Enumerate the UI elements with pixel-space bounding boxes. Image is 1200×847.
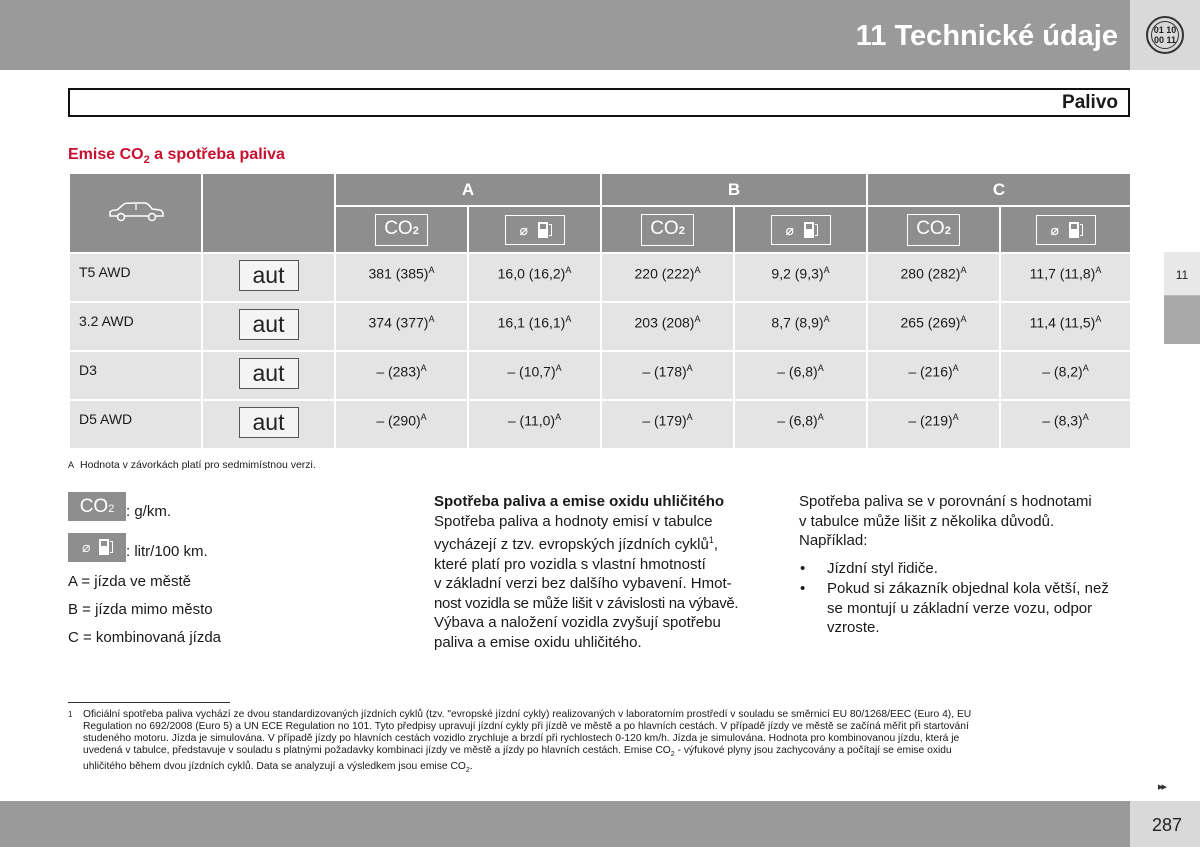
automatic-transmission-label: aut bbox=[239, 309, 299, 340]
automatic-transmission-label: aut bbox=[239, 260, 299, 291]
page-number: 287 bbox=[1151, 815, 1182, 835]
value-cell: – $(179)^A$ bbox=[601, 400, 734, 449]
co2-header-b bbox=[601, 206, 734, 253]
value-cell: 16,1 $(16,1)^A$ bbox=[468, 302, 601, 351]
footnote-divider bbox=[68, 702, 230, 703]
car-icon bbox=[107, 200, 165, 222]
value-cell: – $(290)^A$ bbox=[335, 400, 468, 449]
section-title: Palivo bbox=[1062, 92, 1118, 113]
fuel-pump-icon: ⌀ bbox=[505, 215, 565, 245]
list-item: • Jízdní styl řidiče. bbox=[799, 559, 1139, 579]
emissions-table bbox=[68, 172, 1132, 450]
value-cell: – $(283)^A$ bbox=[335, 351, 468, 400]
paragraph-line: které platí pro vozidla s vlastní hmotností bbox=[434, 555, 706, 573]
value-cell: 16,0 $(16,2)^A$ bbox=[468, 253, 601, 302]
model-name: 3.2 AWD bbox=[69, 302, 202, 351]
model-name: D5 AWD bbox=[69, 400, 202, 449]
paragraph-line: Spotřeba paliva a hodnoty emisí v tabulce bbox=[434, 512, 713, 530]
value-cell: – $(219)^A$ bbox=[867, 400, 1000, 449]
badge-code-1: 01 10 bbox=[1153, 25, 1177, 35]
badge-code-2: 00 11 bbox=[1153, 35, 1177, 45]
value-cell: 9,2 $(9,3)^A$ bbox=[734, 253, 867, 302]
transmission-cell bbox=[202, 302, 335, 351]
column-2-text bbox=[434, 492, 784, 652]
footnote: 1 Oficiální spotřeba paliva vychází ze dvou standardizovaných jízdních cyklů (tzv. "evropské jízdní cykly) realizovaných v laboratorním prostředí v souladu se směrnicí EU 80/1268/EEC (Euro 4), EU Regulation no 692/2008 (Euro 5) a UN ECE Regulation no 101. Tyto předpisy upravují jízdní cykly při jízdě ve městě a po hlavních cestách. V případě jízdy ve městě se začíná měřit při startování studeného motoru. Jízda je simulována. V případě jízdy po hlavních cestách vozidlo zrychluje a brzdí při rychlostech 0-120 km/h. Jízda je simulována. Hodnota pro kombinovanou jízdu, která je uvedená v tabulce, představuje v souladu s platnými požadavky kombinaci jízdy ve městě a jízdy po hlavních cestách. Emise $CO_2$ - výfukové plyny jsou zachycovány a počítají se emise oxidu uhličitého během dvou jízdních cyklů. Data se analyzují a výsledkem jsou emise $CO_2$. bbox=[68, 709, 972, 775]
fuel-legend-icon: ⌀ bbox=[68, 533, 126, 562]
transmission-cell bbox=[202, 400, 335, 449]
footer-bar bbox=[0, 801, 1130, 847]
value-cell: – $(216)^A$ bbox=[867, 351, 1000, 400]
paragraph-line: paliva a emise oxidu uhličitého. bbox=[434, 633, 642, 651]
fuel-header-c bbox=[1000, 206, 1131, 253]
table-row bbox=[69, 253, 1131, 302]
paragraph-line: Spotřeba paliva se v porovnání s hodnotami bbox=[799, 493, 1092, 510]
column-2-heading: Spotřeba paliva a emise oxidu uhličitého bbox=[434, 493, 725, 510]
fuel-unit-text: : litr/100 km. bbox=[126, 543, 208, 560]
value-cell: 381 $(385)^A$ bbox=[335, 253, 468, 302]
automatic-transmission-label: aut bbox=[239, 358, 299, 389]
value-cell: – $(6,8)^A$ bbox=[734, 400, 867, 449]
group-c-header: C bbox=[867, 173, 1131, 206]
table-footnote: A Hodnota v závorkách platí pro sedmimístnou verzi. bbox=[68, 459, 316, 471]
table-row bbox=[69, 351, 1131, 400]
fuel-header-b bbox=[734, 206, 867, 253]
side-tab-number: 11 bbox=[1175, 268, 1189, 282]
co2-icon: CO2 bbox=[375, 214, 428, 246]
group-b-header: B bbox=[601, 173, 867, 206]
value-cell: 265 $(269)^A$ bbox=[867, 302, 1000, 351]
model-name: T5 AWD bbox=[69, 253, 202, 302]
paragraph-line: nost vozidla se může lišit v závislosti na výbavě. bbox=[434, 594, 739, 612]
value-cell: – $(178)^A$ bbox=[601, 351, 734, 400]
co2-icon: CO2 bbox=[641, 214, 694, 246]
value-cell: 280 $(282)^A$ bbox=[867, 253, 1000, 302]
table-row bbox=[69, 302, 1131, 351]
group-a-header: A bbox=[335, 173, 601, 206]
value-cell: – $(8,2)^A$ bbox=[1000, 351, 1131, 400]
chapter-title: 11 Technické údaje bbox=[855, 20, 1118, 52]
value-cell: – $(8,3)^A$ bbox=[1000, 400, 1131, 449]
paragraph-line: Například: bbox=[799, 532, 868, 549]
value-cell: 220 $(222)^A$ bbox=[601, 253, 734, 302]
section-header bbox=[68, 88, 1130, 117]
paragraph-line: v základní verzi bez dalšího vybavení. Hmot- bbox=[434, 575, 732, 592]
transmission-header-cell bbox=[202, 173, 335, 253]
transmission-cell bbox=[202, 253, 335, 302]
list-item: • Pokud si zákazník objednal kola větší, než se montují u základní verze vozu, odpor vzroste. bbox=[799, 579, 1139, 638]
co2-icon: CO2 bbox=[907, 214, 960, 246]
value-cell: 203 $(208)^A$ bbox=[601, 302, 734, 351]
paragraph-line: vycházejí z tzv. evropských jízdních cyklů$^1$, bbox=[434, 535, 719, 553]
value-cell: – $(11,0)^A$ bbox=[468, 400, 601, 449]
badge-circle-icon bbox=[1146, 16, 1184, 54]
fuel-pump-icon: ⌀ bbox=[1036, 215, 1096, 245]
legend-c: C = kombinovaná jízda bbox=[68, 629, 222, 646]
co2-header-a bbox=[335, 206, 468, 253]
chapter-side-tab bbox=[1164, 252, 1200, 344]
legend-a: A = jízda ve městě bbox=[68, 573, 191, 590]
table-heading: Emise $CO_2$ a spotřeba paliva bbox=[68, 146, 285, 167]
continue-arrows-icon: ▸▸ bbox=[1158, 781, 1166, 793]
value-cell: 11,4 $(11,5)^A$ bbox=[1000, 302, 1131, 351]
fuel-header-a bbox=[468, 206, 601, 253]
automatic-transmission-label: aut bbox=[239, 407, 299, 438]
value-cell: 8,7 $(8,9)^A$ bbox=[734, 302, 867, 351]
transmission-cell bbox=[202, 351, 335, 400]
fuel-pump-icon: ⌀ bbox=[771, 215, 831, 245]
page-number-box bbox=[1130, 801, 1200, 847]
co2-legend-icon: CO2 bbox=[68, 492, 126, 521]
model-name: D3 bbox=[69, 351, 202, 400]
legend-b: B = jízda mimo město bbox=[68, 601, 213, 618]
value-cell: – $(10,7)^A$ bbox=[468, 351, 601, 400]
column-3-text bbox=[799, 492, 1139, 638]
co2-header-c bbox=[867, 206, 1000, 253]
header-bar bbox=[0, 0, 1130, 70]
value-cell: – $(6,8)^A$ bbox=[734, 351, 867, 400]
table-row bbox=[69, 400, 1131, 449]
chapter-badge bbox=[1130, 0, 1200, 70]
co2-unit-text: : g/km. bbox=[126, 503, 172, 520]
reasons-list bbox=[799, 559, 1139, 638]
car-icon-cell bbox=[69, 173, 202, 253]
paragraph-line: v tabulce může lišit z několika důvodů. bbox=[799, 512, 1055, 530]
value-cell: 11,7 $(11,8)^A$ bbox=[1000, 253, 1131, 302]
value-cell: 374 $(377)^A$ bbox=[335, 302, 468, 351]
paragraph-line: Výbava a naložení vozidla zvyšují spotřebu bbox=[434, 614, 721, 631]
